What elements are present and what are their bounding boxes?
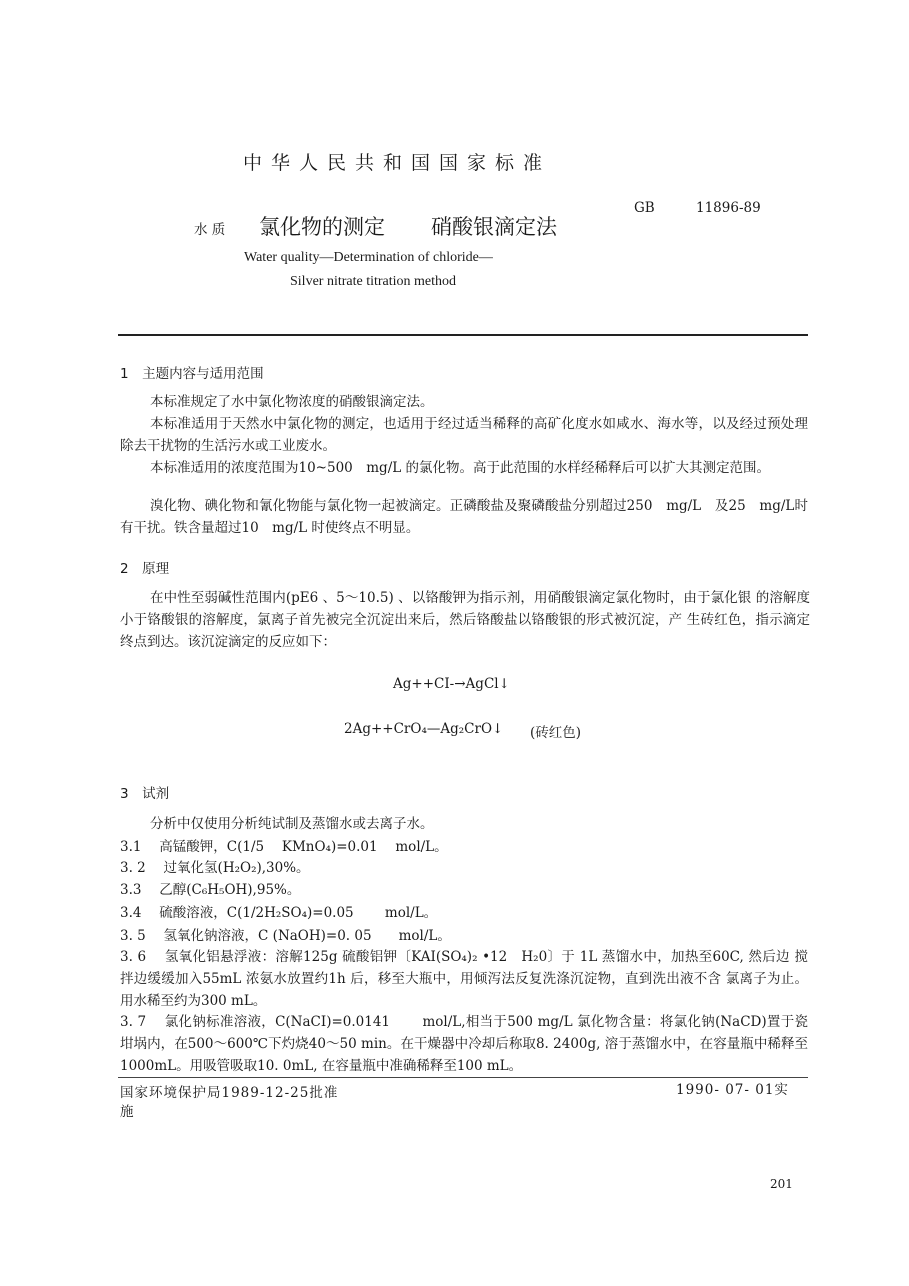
section-1-paragraph-4: 溴化物、碘化物和氰化物能与氯化物一起被滴定。正磷酸盐及聚磷酸盐分别超过250 mg/L 及25 mg/L时有干扰。铁含量超过10 mg/L 时使终点不明显。 [120,498,808,536]
approval-line-2: 施 [120,1104,134,1120]
reagent-3-4: 3.4 硫酸溶液，C(1/2H₂SO₄)=0.05 mol/L。 [120,905,438,921]
section-1-paragraph-2: 本标准适用于天然水中氯化物的测定，也适用于经过适当稀释的高矿化度水如咸水、海水等，以及经过预处理除去干扰物的生活污水或工业废水。 [120,416,808,454]
section-1-paragraph-1: 本标准规定了水中氯化物浓度的硝酸银滴定法。 [150,394,434,410]
subtitle-prefix: 水 质 [194,222,226,238]
subtitle-part-a: 氯化物的测定 [259,215,385,239]
implementation-date: 1990- 07- 01实 [676,1082,789,1098]
reagent-3-3: 3.3 乙醇(C₆H₅OH),95%。 [120,882,301,898]
section-2-heading: 2 原理 [120,561,170,577]
reagent-3-2: 3. 2 过氧化氢(H₂O₂),30%。 [120,860,310,876]
section-1-paragraph-3: 本标准适用的浓度范围为10~500 mg/L 的氯化物。高于此范围的水样经稀释后可以扩大其测定范围。 [150,460,771,476]
page-number: 201 [770,1177,793,1191]
section-3-intro: 分析中仅使用分析纯试制及蒸馏水或去离子水。 [150,816,434,832]
reagent-3-6: 3. 6 氢氧化铝悬浮液：溶解125g 硫酸铝钾〔KAI(SO₄)₂ •12 H₂0〕于 1L 蒸馏水中，加热至60C, 然后边 搅拌边缓缓加入55mL 浓氨水放置约1h 后，移至大瓶中，用倾泻法反复洗涤沉淀物，直到洗出液不含 氯离子为止。用水稀至约为300 mL。 [120,949,808,1009]
reagent-3-1: 3.1 高锰酸钾，C(1/5 KMnO₄)=0.01 mol/L。 [120,839,448,855]
section-1-heading: 1 主题内容与适用范围 [120,366,264,382]
section-3-heading: 3 试剂 [120,786,170,802]
reaction-equation-2: 2Ag++CrO₄—Ag₂CrO↓ [344,721,504,737]
standard-code-prefix: GB [634,200,655,216]
approval-line-1: 国家环境保护局1989-12-25批准 [120,1085,339,1101]
reagent-3-5: 3. 5 氢氧化钠溶液，C (NaOH)=0. 05 mol/L。 [120,928,451,944]
section-2-paragraph: 在中性至弱碱性范围内(pE6 、5～10.5) 、以铬酸钾为指示剂，用硝酸银滴定氯化物时，由于氯化银 的溶解度小于铬酸银的溶解度，氯离子首先被完全沉淀出来后，然后铬酸盐以铬酸银的形式被沉淀，产 生砖红色，指示滴定终点到达。该沉淀滴定的反应如下： [120,590,810,650]
reaction-equation-2-note: (砖红色) [530,725,582,741]
reagent-3-7: 3. 7 氯化钠标准溶液，C(NaCI)=0.0141 mol/L,相当于500 mg/L 氯化物含量：将氯化钠(NaCD)置于瓷坩埚内，在500～600℃下灼烧40～50 min。在干燥器中冷却后称取8. 2400g, 溶于蒸馏水中，在容量瓶中稀释至1000mL。用吸管吸取10. 0mL, 在容量瓶中准确稀释至100 mL。 [120,1014,808,1074]
document-title: 中华人民共和国国家标准 [243,152,552,174]
standard-code-number: 11896-89 [696,200,761,216]
english-title-line-2: Silver nitrate titration method [290,274,457,289]
header-divider [118,334,808,336]
reaction-equation-1: Ag++CI-→AgCl↓ [393,676,510,692]
subtitle-part-b: 硝酸银滴定法 [431,215,557,239]
english-title-line-1: Water quality—Determination of chloride— [244,250,493,265]
